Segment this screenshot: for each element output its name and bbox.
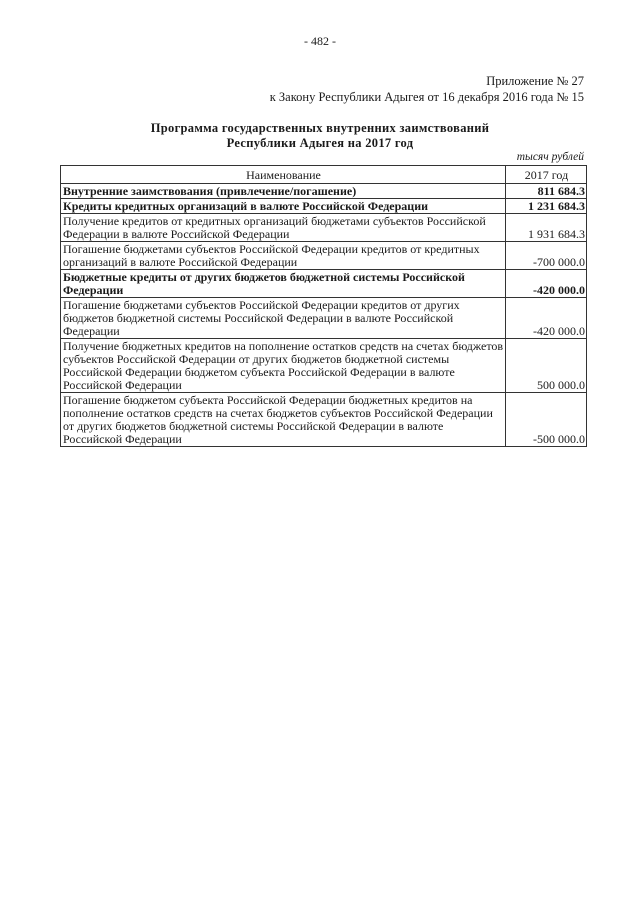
row-value-cell: 811 684.3: [506, 184, 587, 199]
appendix-reference: [270, 73, 584, 105]
row-value-cell: -500 000.0: [506, 393, 587, 447]
row-name-cell: Получение бюджетных кредитов на пополнение остатков средств на счетах бюджетов субъектов Российской Федерации от других бюджетов бюджетной системы Российской Федерации бюджетом субъекта Российской Федерации в валюте Российской Федерации: [61, 339, 506, 393]
row-name-cell: Погашение бюджетами субъектов Российской Федерации кредитов от кредитных организаций в валюте Российской Федерации: [61, 242, 506, 270]
table-row: [61, 214, 587, 242]
row-name-cell: Получение кредитов от кредитных организаций бюджетами субъектов Российской Федерации в валюте Российской Федерации: [61, 214, 506, 242]
row-name-cell: Бюджетные кредиты от других бюджетов бюджетной системы Российской Федерации: [61, 270, 506, 298]
table-row: [61, 199, 587, 214]
table-row: [61, 393, 587, 447]
document-title-line-1: Программа государственных внутренних заимствований: [150, 121, 490, 135]
row-value-cell: -420 000.0: [506, 298, 587, 339]
table-header-row: [61, 166, 587, 184]
table-row: [61, 339, 587, 393]
row-name-cell: Погашение бюджетами субъектов Российской Федерации кредитов от других бюджетов бюджетной системы Российской Федерации в валюте Российской Федерации: [61, 298, 506, 339]
row-value-cell: -420 000.0: [506, 270, 587, 298]
row-value-cell: 1 931 684.3: [506, 214, 587, 242]
appendix-law-reference: к Закону Республики Адыгея от 16 декабря 2016 года № 15: [269, 90, 584, 104]
row-name-cell: Кредиты кредитных организаций в валюте Российской Федерации: [61, 199, 506, 214]
table-row: [61, 184, 587, 199]
borrowing-program-table: [60, 165, 587, 447]
table-row: [61, 242, 587, 270]
table-row: [61, 298, 587, 339]
row-name-cell: Внутренние заимствования (привлечение/погашение): [61, 184, 506, 199]
document-title: [0, 121, 640, 151]
row-name-cell: Погашение бюджетом субъекта Российской Федерации бюджетных кредитов на пополнение остатков средств на счетах бюджетов субъектов Российской Федерации от других бюджетов бюджетной системы Российской Федерации в валюте Российской Федерации: [61, 393, 506, 447]
row-value-cell: 500 000.0: [506, 339, 587, 393]
row-value-cell: -700 000.0: [506, 242, 587, 270]
column-header-year: 2017 год: [506, 166, 587, 184]
row-value-cell: 1 231 684.3: [506, 199, 587, 214]
page-number: - 482 -: [304, 34, 336, 48]
column-header-name: Наименование: [61, 166, 506, 184]
appendix-number: Приложение № 27: [486, 74, 584, 88]
table-row: [61, 270, 587, 298]
units-label: тысяч рублей: [516, 151, 584, 163]
document-title-line-2: Республики Адыгея на 2017 год: [226, 136, 414, 150]
table-body: [61, 184, 587, 447]
